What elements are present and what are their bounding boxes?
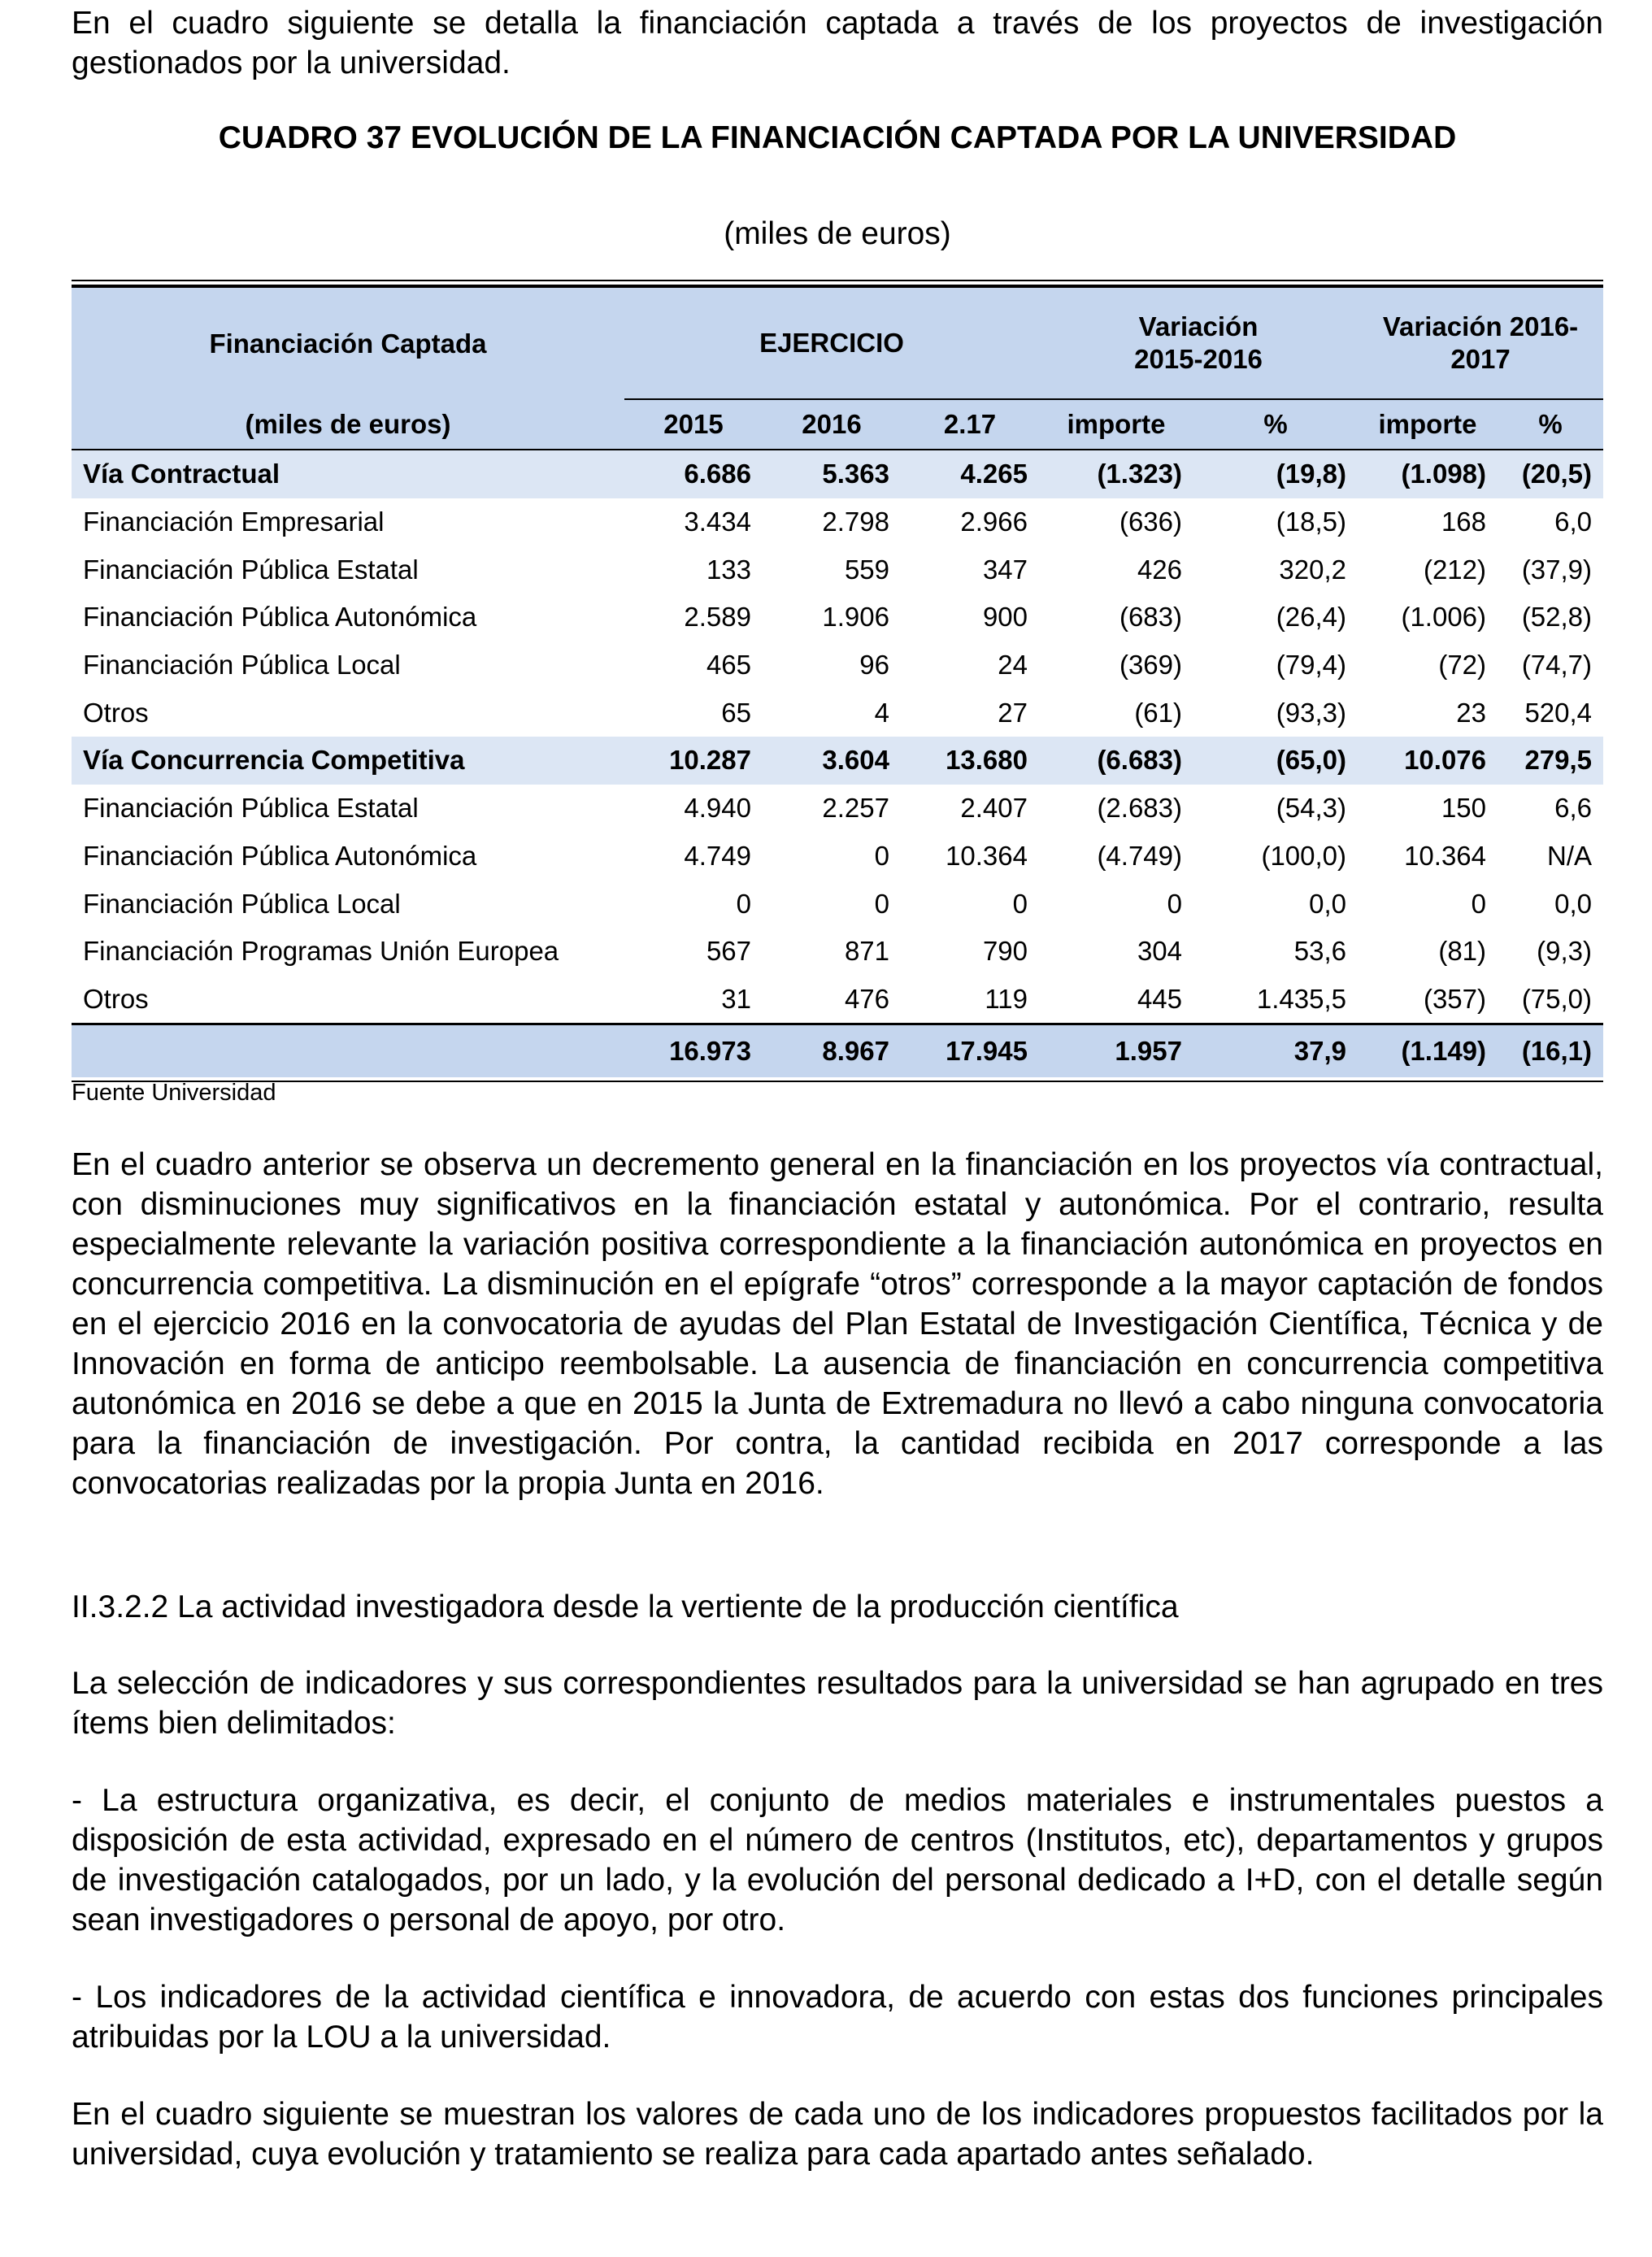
row-label: Financiación Pública Autonómica [83, 602, 477, 633]
table-row [72, 689, 1603, 737]
cell-importe-2: 168 [1441, 507, 1487, 537]
cell-2015: 65 [721, 697, 751, 728]
cell-2016: 476 [844, 983, 889, 1014]
cell-pct-1: (19,8) [1193, 450, 1358, 498]
cell-importe-1: (683) [1119, 602, 1182, 633]
cell-importe-2: 0 [1471, 888, 1487, 919]
table-row [72, 641, 1603, 689]
cell-importe-1: 304 [1137, 936, 1182, 967]
cell-importe-2: 150 [1441, 793, 1487, 824]
header-variacion-1-line1: Variación [1138, 311, 1259, 341]
total-row-label [72, 1024, 624, 1078]
header-variacion-2-line2: 2017 [1450, 344, 1511, 374]
cell-2017: 13.680 [901, 737, 1039, 785]
table-units: (miles de euros) [724, 216, 951, 251]
selection-paragraph: La selección de indicadores y sus correspondientes resultados para la universidad se han agrupado en tres ítems bien delimitados: [72, 1666, 1603, 1741]
bullet-estructura-organizativa: - La estructura organizativa, es decir, el conjunto de medios materiales e instrumentales puestos a disposición de esta actividad, expresado en el número de centros (Institutos, etc), departamentos y grupos de investigación catalogados, por un lado, y la evolución del personal dedicado a I+D, con el detalle según sean investigadores o personal de apoyo, por otro. [72, 1783, 1603, 1937]
header-variacion-2016-2017 [1358, 288, 1603, 399]
analysis-paragraph: En el cuadro anterior se observa un decremento general en la financiación en los proyectos vía contractual, con disminuciones muy significativos en la financiación estatal y autonómica. Por el contrario, resulta especialmente relevante la variación positiva correspondiente a la financiación autonómica en proyectos en concurrencia competitiva. La disminución en el epígrafe “otros” corresponde a la mayor captación de fondos en el ejercicio 2016 en la convocatoria de ayudas del Plan Estatal de Investigación Científica, Técnica y de Innovación en forma de anticipo reembolsable. La ausencia de financiación en concurrencia competitiva autonómica en 2016 se debe a que en 2015 la Junta de Extremadura no llevó a cabo ninguna convocatoria para la financiación de investigación. Por contra, la cantidad recibida en 2017 corresponde a las convocatorias realizadas por la propia Junta en 2016. [72, 1147, 1603, 1501]
cell-pct-2: 6,6 [1554, 793, 1593, 824]
cell-2017: 347 [982, 554, 1028, 585]
cell-2016: 0 [874, 888, 889, 919]
cell-2016: 4 [874, 697, 889, 728]
total-cell-importe-2: (1.149) [1358, 1024, 1498, 1078]
cell-importe-2: (81) [1438, 936, 1487, 967]
header-ejercicio: EJERCICIO [624, 288, 1039, 399]
row-label: Financiación Programas Unión Europea [83, 936, 559, 967]
closing-paragraph: En el cuadro siguiente se muestran los valores de cada uno de los indicadores propuestos facilitados por la universidad, cuya evolución y tratamiento se realiza para cada apartado antes señalado. [72, 2097, 1603, 2172]
total-cell-2015: 16.973 [624, 1024, 763, 1078]
cell-2016: 2.257 [822, 793, 889, 824]
cell-pct-2: (74,7) [1521, 650, 1593, 681]
header-pct-1: % [1193, 399, 1358, 450]
cell-importe-1: (369) [1119, 650, 1182, 681]
row-label: Vía Concurrencia Competitiva [72, 737, 624, 785]
table-group-row [72, 737, 1603, 785]
cell-2017: 119 [985, 983, 1028, 1014]
cell-pct-2: 279,5 [1498, 737, 1603, 785]
cell-pct-2: (37,9) [1521, 554, 1593, 585]
cell-importe-1: 445 [1137, 983, 1182, 1014]
header-year-2017: 2.17 [901, 399, 1039, 450]
cell-importe-1: (2.683) [1097, 793, 1182, 824]
cell-pct-1: 0,0 [1309, 888, 1347, 919]
table-source: Fuente Universidad [72, 1080, 276, 1106]
intro-paragraph: En el cuadro siguiente se detalla la financiación captada a través de los proyectos de investigación gestionados por la universidad. [72, 6, 1603, 80]
row-label: Financiación Pública Autonómica [83, 840, 477, 871]
cell-pct-2: N/A [1547, 840, 1593, 871]
financing-table-wrapper [72, 280, 1603, 1082]
cell-importe-2: (212) [1423, 554, 1487, 585]
cell-importe-1: (1.323) [1039, 450, 1193, 498]
table-row [72, 833, 1603, 881]
cell-importe-1: (6.683) [1039, 737, 1193, 785]
cell-2016: 1.906 [822, 602, 889, 633]
table-top-rule [72, 280, 1603, 281]
table-bottom-rule [72, 1081, 1603, 1082]
cell-pct-1: 53,6 [1293, 936, 1347, 967]
cell-2016: 559 [844, 554, 889, 585]
cell-2016: 871 [844, 936, 889, 967]
cell-2015: 567 [706, 936, 751, 967]
cell-pct-2: 520,4 [1524, 697, 1593, 728]
cell-pct-1: 1.435,5 [1256, 983, 1347, 1014]
table-row [72, 594, 1603, 641]
cell-importe-1: 0 [1167, 888, 1182, 919]
cell-importe-2: 10.364 [1404, 840, 1487, 871]
table-row [72, 498, 1603, 546]
cell-2017: 27 [998, 697, 1028, 728]
cell-pct-2: (9,3) [1537, 936, 1593, 967]
cell-2017: 790 [982, 936, 1028, 967]
cell-2015: 4.749 [684, 840, 751, 871]
cell-2017: 4.265 [901, 450, 1039, 498]
cell-2015: 2.589 [684, 602, 751, 633]
cell-pct-2: (20,5) [1498, 450, 1603, 498]
table-row [72, 928, 1603, 976]
cell-pct-1: (93,3) [1276, 697, 1347, 728]
cell-pct-2: (52,8) [1521, 602, 1593, 633]
header-importe-2: importe [1358, 399, 1498, 450]
cell-pct-1: (65,0) [1193, 737, 1358, 785]
cell-pct-2: 0,0 [1554, 888, 1593, 919]
cell-2017: 0 [1012, 888, 1028, 919]
header-variacion-1-line2: 2015-2016 [1134, 344, 1263, 374]
header-pct-2: % [1498, 399, 1603, 450]
row-label: Financiación Pública Estatal [83, 554, 419, 585]
cell-2017: 24 [998, 650, 1028, 681]
cell-2015: 4.940 [684, 793, 751, 824]
bullet-indicadores-actividad: - Los indicadores de la actividad científica e innovadora, de acuerdo con estas dos funciones principales atribuidas por la LOU a la universidad. [72, 1980, 1603, 2055]
header-units-label: (miles de euros) [72, 399, 624, 450]
table-total-row [72, 1024, 1603, 1078]
header-year-2016: 2016 [763, 399, 901, 450]
cell-importe-1: (4.749) [1097, 840, 1182, 871]
cell-importe-2: (1.098) [1358, 450, 1498, 498]
cell-importe-2: (357) [1423, 983, 1487, 1014]
cell-pct-1: (100,0) [1261, 840, 1347, 871]
total-cell-2016: 8.967 [763, 1024, 901, 1078]
cell-2016: 5.363 [763, 450, 901, 498]
cell-importe-2: (1.006) [1401, 602, 1487, 633]
cell-2017: 2.407 [960, 793, 1028, 824]
header-year-2015: 2015 [624, 399, 763, 450]
header-financiacion-captada: Financiación Captada [72, 288, 624, 399]
cell-importe-1: 426 [1137, 554, 1182, 585]
table-row [72, 785, 1603, 833]
table-group-row [72, 450, 1603, 498]
row-label: Otros [83, 697, 149, 728]
table-row [72, 546, 1603, 594]
cell-importe-1: (636) [1119, 507, 1182, 537]
table-body [72, 450, 1603, 1077]
total-cell-importe-1: 1.957 [1039, 1024, 1193, 1078]
cell-pct-1: (54,3) [1276, 793, 1347, 824]
row-label: Financiación Empresarial [83, 507, 385, 537]
cell-importe-1: (61) [1134, 697, 1182, 728]
cell-2015: 3.434 [684, 507, 751, 537]
row-label: Financiación Pública Estatal [83, 793, 419, 824]
total-cell-pct-2: (16,1) [1498, 1024, 1603, 1078]
financing-table [72, 288, 1603, 1077]
cell-importe-2: 10.076 [1358, 737, 1498, 785]
table-title: CUADRO 37 EVOLUCIÓN DE LA FINANCIACIÓN CAPTADA POR LA UNIVERSIDAD [218, 120, 1457, 155]
row-label: Vía Contractual [72, 450, 624, 498]
cell-importe-2: (72) [1438, 650, 1487, 681]
section-heading: II.3.2.2 La actividad investigadora desde la vertiente de la producción científica [72, 1589, 1179, 1624]
cell-2017: 900 [982, 602, 1028, 633]
cell-pct-1: (26,4) [1276, 602, 1347, 633]
cell-pct-1: 320,2 [1279, 554, 1347, 585]
cell-2015: 10.287 [624, 737, 763, 785]
cell-pct-1: (79,4) [1276, 650, 1347, 681]
header-variacion-2015-2016 [1039, 288, 1358, 399]
cell-2016: 96 [859, 650, 889, 681]
cell-pct-2: (75,0) [1521, 983, 1593, 1014]
cell-2016: 0 [874, 840, 889, 871]
cell-2016: 2.798 [822, 507, 889, 537]
table-header-row-1 [72, 288, 1603, 399]
cell-2017: 2.966 [960, 507, 1028, 537]
table-header-row-2 [72, 399, 1603, 450]
cell-2015: 465 [706, 650, 751, 681]
table-row [72, 976, 1603, 1024]
header-importe-1: importe [1039, 399, 1193, 450]
cell-2016: 3.604 [763, 737, 901, 785]
total-cell-pct-1: 37,9 [1193, 1024, 1358, 1078]
cell-2015: 31 [721, 983, 751, 1014]
cell-importe-2: 23 [1456, 697, 1487, 728]
table-row [72, 880, 1603, 928]
row-label: Financiación Pública Local [83, 650, 401, 681]
total-cell-2017: 17.945 [901, 1024, 1039, 1078]
cell-2015: 0 [736, 888, 751, 919]
header-variacion-2-line1: Variación 2016- [1382, 311, 1579, 341]
cell-pct-2: 6,0 [1554, 507, 1593, 537]
cell-2015: 6.686 [624, 450, 763, 498]
cell-2015: 133 [706, 554, 751, 585]
row-label: Financiación Pública Local [83, 888, 401, 919]
row-label: Otros [83, 983, 149, 1014]
cell-2017: 10.364 [946, 840, 1028, 871]
cell-pct-1: (18,5) [1276, 507, 1347, 537]
